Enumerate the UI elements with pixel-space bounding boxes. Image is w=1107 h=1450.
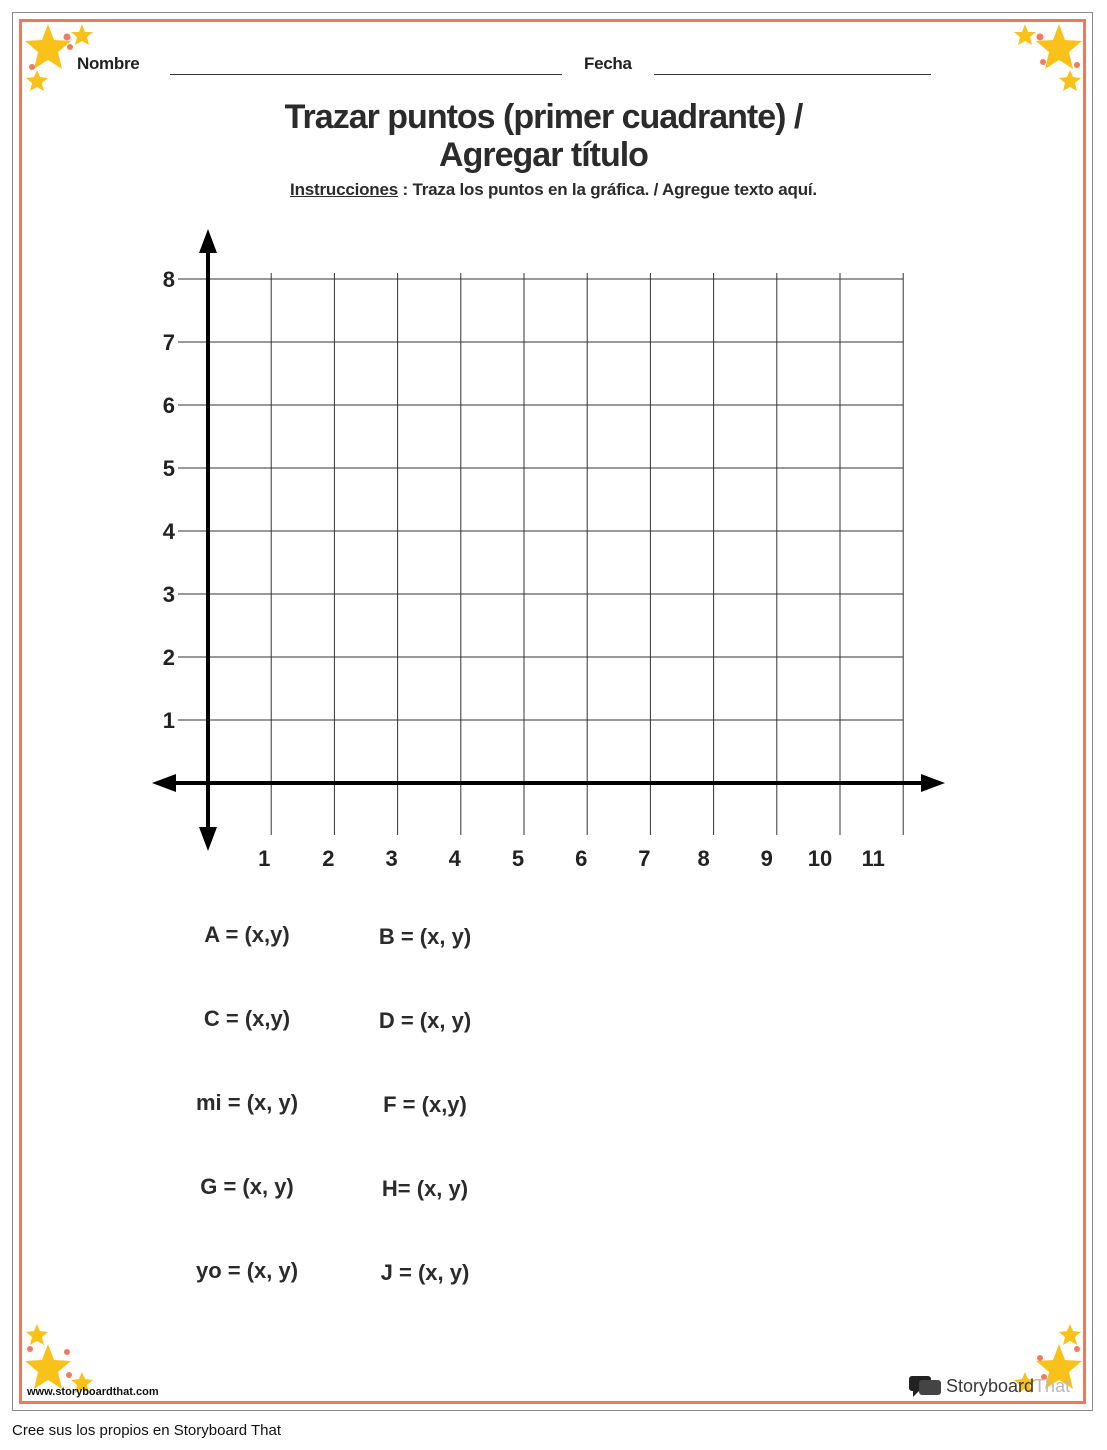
- y-axis-arrow-up: [199, 229, 217, 253]
- instructions-separator: :: [402, 180, 408, 199]
- x-axis-arrow-left: [152, 774, 176, 792]
- y-tick-label: 4: [162, 519, 175, 544]
- point-label: B = (x, y): [378, 924, 472, 949]
- footer-url[interactable]: www.storyboardthat.com: [27, 1386, 159, 1398]
- instructions-label: Instrucciones: [290, 180, 398, 199]
- point-label: C = (x,y): [203, 1006, 291, 1031]
- x-axis-arrow-right: [921, 774, 945, 792]
- x-tick-label: 2: [322, 846, 335, 871]
- brand-name: [946, 1376, 1070, 1397]
- point-label: J = (x, y): [380, 1260, 470, 1285]
- x-tick-label: 1: [258, 846, 271, 871]
- x-tick-label: 6: [575, 846, 588, 871]
- dot-icon: [66, 1372, 72, 1378]
- x-tick-label: 4: [448, 846, 461, 871]
- page-title: Trazar puntos (primer cuadrante) / Agregar título: [284, 98, 803, 174]
- y-tick-label: 3: [162, 582, 175, 607]
- y-axis-arrow-down: [199, 827, 217, 851]
- brand-name-light: That: [1034, 1375, 1071, 1396]
- x-tick-label: 5: [511, 846, 525, 871]
- star-icon: [1059, 1324, 1081, 1345]
- point-label: G = (x, y): [200, 1174, 294, 1199]
- point-label: mi = (x, y): [195, 1090, 299, 1115]
- y-tick-label: 2: [162, 645, 175, 670]
- date-label: Fecha: [584, 54, 632, 73]
- dot-icon: [64, 1349, 70, 1355]
- brand-logo[interactable]: [908, 1374, 1070, 1398]
- dot-icon: [1037, 1355, 1043, 1361]
- y-tick-label: 5: [162, 456, 175, 481]
- name-label: Nombre: [77, 54, 140, 73]
- y-tick-label: 7: [162, 330, 175, 355]
- x-tick-label: 10: [807, 846, 833, 871]
- x-tick-label: 7: [638, 846, 651, 871]
- x-tick-label: 11: [861, 846, 885, 871]
- point-label: F = (x,y): [383, 1092, 467, 1117]
- dot-icon: [27, 1346, 33, 1352]
- dot-icon: [1074, 1346, 1080, 1352]
- star-icon: [26, 1324, 48, 1345]
- point-label: yo = (x, y): [195, 1258, 299, 1283]
- instructions-text: Traza los puntos en la gráfica. / Agregue texto aquí.: [412, 180, 817, 199]
- page-caption: Cree sus los propios en Storyboard That: [12, 1422, 282, 1439]
- brand-name-main: Storyboard: [946, 1375, 1035, 1396]
- y-tick-label: 8: [162, 267, 175, 292]
- y-tick-label: 1: [162, 708, 175, 733]
- y-tick-label: 6: [162, 393, 175, 418]
- point-label: D = (x, y): [378, 1008, 472, 1033]
- point-label: A = (x,y): [204, 922, 290, 947]
- x-tick-label: 8: [697, 846, 710, 871]
- x-tick-label: 9: [760, 846, 773, 871]
- x-tick-label: 3: [385, 846, 398, 871]
- speech-bubble-icon: [908, 1374, 942, 1398]
- point-label: H= (x, y): [381, 1176, 469, 1201]
